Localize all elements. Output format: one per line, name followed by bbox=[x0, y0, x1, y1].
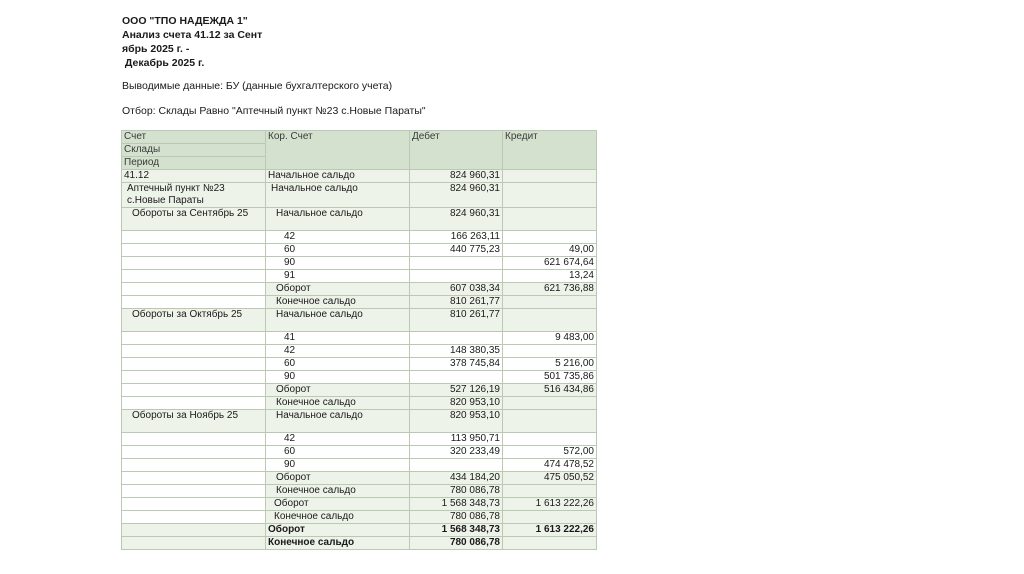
open-label-sep: Начальное сальдо bbox=[266, 208, 410, 231]
header-account: Счет bbox=[122, 131, 266, 144]
warehouse-name-line1: Аптечный пункт №23 bbox=[127, 183, 225, 194]
report-title-line1: Анализ счета 41.12 за Сент bbox=[122, 29, 263, 41]
account-open-label: Начальное сальдо bbox=[266, 170, 410, 183]
close-debit-sep: 810 261,77 bbox=[410, 296, 503, 309]
header-credit: Кредит bbox=[503, 131, 597, 170]
warehouse-open-debit: 824 960,31 bbox=[410, 183, 503, 208]
close-label-sep: Конечное сальдо bbox=[266, 296, 410, 309]
warehouse-open-label: Начальное сальдо bbox=[266, 183, 410, 208]
period-row-oct bbox=[122, 309, 597, 332]
corr-account: 90 bbox=[266, 459, 410, 472]
report-header bbox=[122, 14, 262, 70]
credit-value: 49,00 bbox=[503, 244, 597, 257]
warehouse-close-label: Конечное сальдо bbox=[266, 511, 410, 524]
period-row-sep bbox=[122, 208, 597, 231]
open-debit-nov: 820 953,10 bbox=[410, 410, 503, 433]
debit-value: 166 263,11 bbox=[410, 231, 503, 244]
close-debit-oct: 820 953,10 bbox=[410, 397, 503, 410]
table-row bbox=[122, 332, 597, 345]
table-row bbox=[122, 371, 597, 384]
credit-value: 13,24 bbox=[503, 270, 597, 283]
turnover-credit-oct: 516 434,86 bbox=[503, 384, 597, 397]
account-number: 41.12 bbox=[122, 170, 266, 183]
open-label-nov: Начальное сальдо bbox=[266, 410, 410, 433]
corr-account: 90 bbox=[266, 257, 410, 270]
corr-account: 90 bbox=[266, 371, 410, 384]
table-row bbox=[122, 244, 597, 257]
close-row-oct bbox=[122, 397, 597, 410]
total-turnover-label: Оборот bbox=[266, 524, 410, 537]
total-close-debit: 780 086,78 bbox=[410, 537, 503, 550]
credit-value: 501 735,86 bbox=[503, 371, 597, 384]
turnover-row-sep bbox=[122, 283, 597, 296]
table-row bbox=[122, 358, 597, 371]
warehouse-turnover-row bbox=[122, 498, 597, 511]
debit-value: 113 950,71 bbox=[410, 433, 503, 446]
header-warehouses: Склады bbox=[122, 144, 266, 157]
close-label-nov: Конечное сальдо bbox=[266, 485, 410, 498]
debit-value: 320 233,49 bbox=[410, 446, 503, 459]
turnover-row-nov bbox=[122, 472, 597, 485]
corr-account: 91 bbox=[266, 270, 410, 283]
table-row bbox=[122, 270, 597, 283]
warehouse-close-debit: 780 086,78 bbox=[410, 511, 503, 524]
credit-value bbox=[503, 433, 597, 446]
close-row-sep bbox=[122, 296, 597, 309]
report-title-line2: ябрь 2025 г. - bbox=[122, 43, 190, 55]
corr-account: 42 bbox=[266, 345, 410, 358]
header-debit: Дебет bbox=[410, 131, 503, 170]
credit-value: 572,00 bbox=[503, 446, 597, 459]
credit-value: 621 674,64 bbox=[503, 257, 597, 270]
total-close-row bbox=[122, 537, 597, 550]
turnover-debit-oct: 527 126,19 bbox=[410, 384, 503, 397]
close-row-nov bbox=[122, 485, 597, 498]
corr-account: 41 bbox=[266, 332, 410, 345]
corr-account: 60 bbox=[266, 358, 410, 371]
warehouse-close-row bbox=[122, 511, 597, 524]
debit-value bbox=[410, 332, 503, 345]
turnover-credit-sep: 621 736,88 bbox=[503, 283, 597, 296]
table-row bbox=[122, 231, 597, 244]
table-row bbox=[122, 459, 597, 472]
warehouse-name-line2: с.Новые Параты bbox=[127, 195, 204, 206]
credit-value: 5 216,00 bbox=[503, 358, 597, 371]
credit-value bbox=[503, 231, 597, 244]
turnover-label-oct: Оборот bbox=[266, 384, 410, 397]
table-row bbox=[122, 257, 597, 270]
table-row bbox=[122, 446, 597, 459]
account-row bbox=[122, 170, 597, 183]
report-title-line3: Декабрь 2025 г. bbox=[122, 57, 205, 69]
turnover-row-oct bbox=[122, 384, 597, 397]
header-period: Период bbox=[122, 157, 266, 170]
close-label-oct: Конечное сальдо bbox=[266, 397, 410, 410]
period-row-nov bbox=[122, 410, 597, 433]
corr-account: 60 bbox=[266, 446, 410, 459]
close-debit-nov: 780 086,78 bbox=[410, 485, 503, 498]
total-turnover-debit: 1 568 348,73 bbox=[410, 524, 503, 537]
header-corr-account: Кор. Счет bbox=[266, 131, 410, 170]
debit-value: 440 775,23 bbox=[410, 244, 503, 257]
table-row bbox=[122, 433, 597, 446]
turnover-label-sep: Оборот bbox=[266, 283, 410, 296]
turnover-debit-nov: 434 184,20 bbox=[410, 472, 503, 485]
open-debit-sep: 824 960,31 bbox=[410, 208, 503, 231]
filter-note: Отбор: Склады Равно "Аптечный пункт №23 с.Новые Параты" bbox=[122, 105, 426, 117]
turnover-label-nov: Оборот bbox=[266, 472, 410, 485]
corr-account: 60 bbox=[266, 244, 410, 257]
warehouse-turnover-label: Оборот bbox=[266, 498, 410, 511]
period-label-sep: Обороты за Сентябрь 25 bbox=[122, 208, 266, 231]
warehouse-row bbox=[122, 183, 597, 208]
open-label-oct: Начальное сальдо bbox=[266, 309, 410, 332]
warehouse-turnover-debit: 1 568 348,73 bbox=[410, 498, 503, 511]
debit-value bbox=[410, 257, 503, 270]
credit-value: 474 478,52 bbox=[503, 459, 597, 472]
credit-value bbox=[503, 345, 597, 358]
corr-account: 42 bbox=[266, 433, 410, 446]
turnover-credit-nov: 475 050,52 bbox=[503, 472, 597, 485]
total-turnover-credit: 1 613 222,26 bbox=[503, 524, 597, 537]
debit-value bbox=[410, 371, 503, 384]
turnover-debit-sep: 607 038,34 bbox=[410, 283, 503, 296]
debit-value: 148 380,35 bbox=[410, 345, 503, 358]
open-debit-oct: 810 261,77 bbox=[410, 309, 503, 332]
debit-value bbox=[410, 459, 503, 472]
total-turnover-row bbox=[122, 524, 597, 537]
credit-value: 9 483,00 bbox=[503, 332, 597, 345]
period-label-nov: Обороты за Ноябрь 25 bbox=[122, 410, 266, 433]
account-analysis-table bbox=[121, 130, 597, 550]
corr-account: 42 bbox=[266, 231, 410, 244]
output-data-note: Выводимые данные: БУ (данные бухгалтерского учета) bbox=[122, 80, 393, 92]
debit-value: 378 745,84 bbox=[410, 358, 503, 371]
company-name: ООО "ТПО НАДЕЖДА 1" bbox=[122, 15, 248, 27]
account-open-debit: 824 960,31 bbox=[410, 170, 503, 183]
table-row bbox=[122, 345, 597, 358]
total-close-label: Конечное сальдо bbox=[266, 537, 410, 550]
period-label-oct: Обороты за Октябрь 25 bbox=[122, 309, 266, 332]
debit-value bbox=[410, 270, 503, 283]
warehouse-turnover-credit: 1 613 222,26 bbox=[503, 498, 597, 511]
